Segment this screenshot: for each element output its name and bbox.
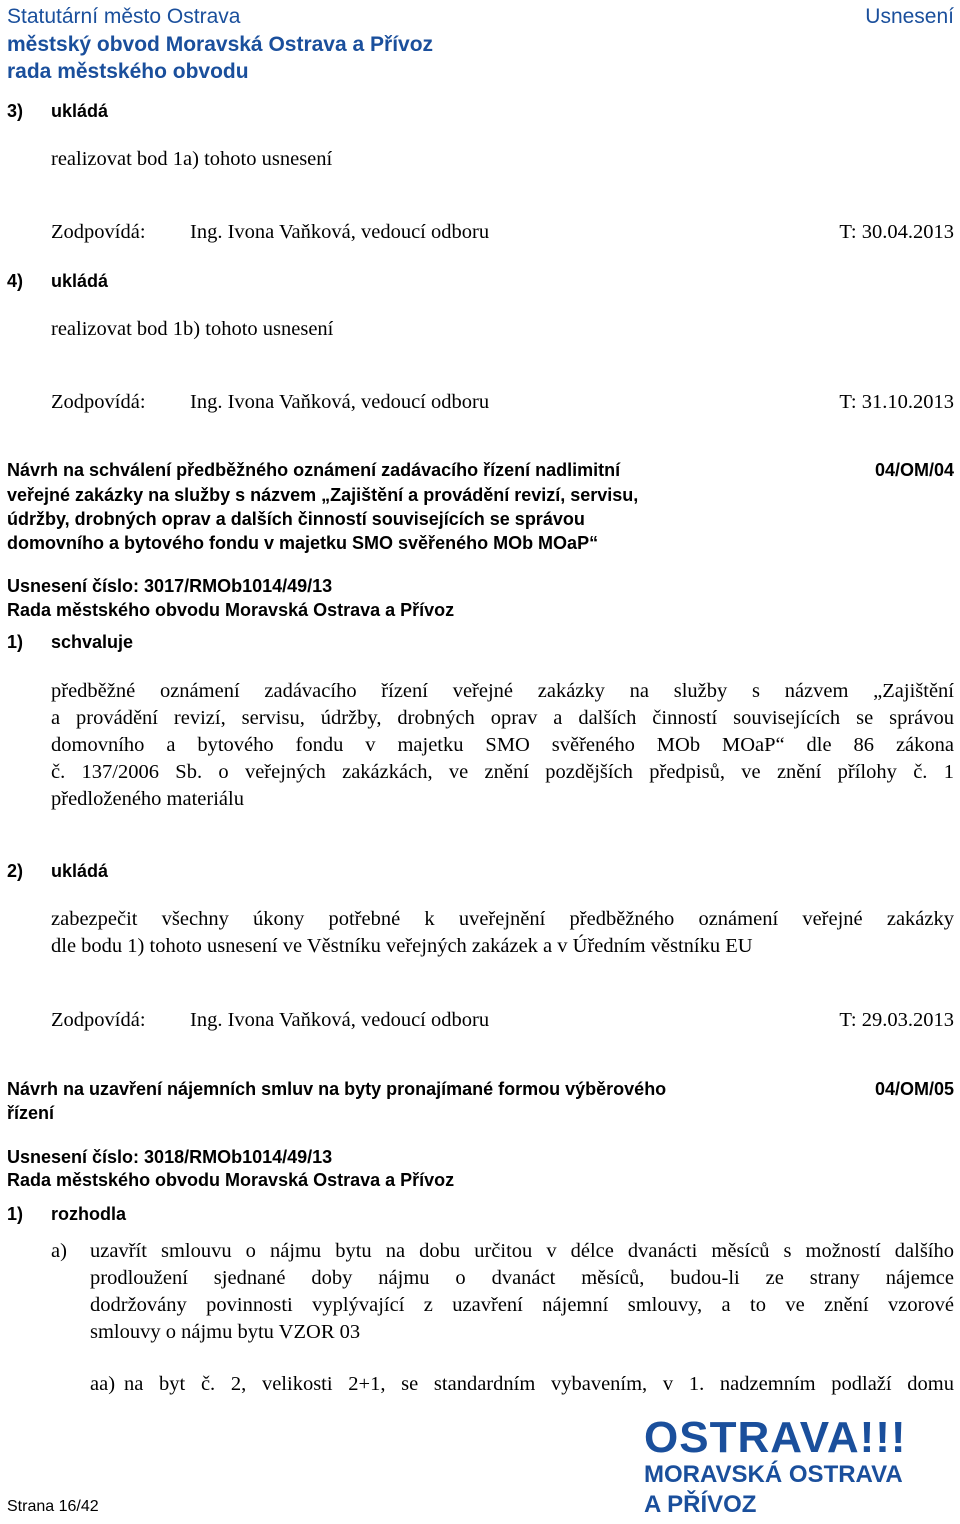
- item3-term: T: 30.04.2013: [839, 221, 954, 243]
- header-district: městský obvod Moravská Ostrava a Přívoz: [7, 33, 434, 56]
- motion2-body: Rada městského obvodu Moravská Ostrava a Přívoz: [7, 1170, 455, 1190]
- item4-resp-name: Ing. Ivona Vaňková, vedoucí odboru: [190, 391, 490, 413]
- motion2-title-line2: řízení: [7, 1103, 55, 1123]
- motion1-title-line1: Návrh na schválení předběžného oznámení zadávacího řízení nadlimitní: [7, 460, 621, 480]
- item4-text: realizovat bod 1b) tohoto usnesení: [51, 318, 334, 340]
- motion2-sub-aa-label: aa): [90, 1373, 116, 1395]
- motion1-item1-line1: předběžné oznámení zadávacího řízení veřejné zakázky na služby s názvem „Zajištění: [51, 680, 954, 702]
- motion1-item2-line1: zabezpečit všechny úkony potřebné k uveřejnění předběžného oznámení veřejné zakázky: [51, 908, 954, 930]
- motion1-item2-line2: dle bodu 1) tohoto usnesení ve Věstníku veřejných zakázek a v Úředním věstníku EU: [51, 935, 753, 957]
- motion2-resolution-number: Usnesení číslo: 3018/RMOb1014/49/13: [7, 1147, 333, 1167]
- motion2-sub-a-line1: uzavřít smlouvu o nájmu bytu na dobu určitou v délce dvanácti měsíců s možností dalšího: [90, 1240, 954, 1262]
- motion1-item2-resp-name: Ing. Ivona Vaňková, vedoucí odboru: [190, 1009, 490, 1031]
- motion2-code: 04/OM/05: [874, 1079, 954, 1099]
- motion1-item2-term: T: 29.03.2013: [839, 1009, 954, 1031]
- motion1-title-line4: domovního a bytového fondu v majetku SMO svěřeného MOb MOaP“: [7, 533, 599, 553]
- motion1-item2-number: 2): [7, 861, 24, 881]
- header-city: Statutární město Ostrava: [7, 5, 241, 28]
- motion1-resolution-number: Usnesení číslo: 3017/RMOb1014/49/13: [7, 576, 333, 596]
- motion1-item1-verb: schvaluje: [51, 632, 134, 652]
- motion1-item2-resp-label: Zodpovídá:: [51, 1009, 146, 1031]
- motion1-item1-line4: č. 137/2006 Sb. o veřejných zakázkách, ve znění pozdějších předpisů, ve znění přílohy č. 1: [51, 761, 954, 783]
- motion1-item1-line2: a provádění revizí, servisu, údržby, drobných oprav a dalších činností souvisejících se správou: [51, 707, 954, 729]
- item3-resp-name: Ing. Ivona Vaňková, vedoucí odboru: [190, 221, 490, 243]
- motion1-item1-number: 1): [7, 632, 24, 652]
- logo-line1: OSTRAVA!!!: [644, 1413, 907, 1462]
- header-council: rada městského obvodu: [7, 60, 249, 83]
- page-number: Strana 16/42: [7, 1498, 99, 1515]
- motion2-sub-a-label: a): [51, 1240, 67, 1262]
- ostrava-logo-graphic: [640, 1412, 956, 1519]
- item4-verb: ukládá: [51, 271, 109, 291]
- motion1-title-line3: údržby, drobných oprav a dalších činností souvisejících se správou: [7, 509, 585, 529]
- motion2-item1-number: 1): [7, 1204, 24, 1224]
- item3-text: realizovat bod 1a) tohoto usnesení: [51, 148, 333, 170]
- motion2-sub-a-line3: dodržovány povinnosti vyplývající z uzavření nájemní smlouvy, a to ve znění vzorové: [90, 1294, 954, 1316]
- item3-verb: ukládá: [51, 101, 109, 121]
- motion1-item1-line3: domovního a bytového fondu v majetku SMO svěřeného MOb MOaP“ dle 86 zákona: [51, 734, 954, 756]
- motion2-sub-aa-text: na byt č. 2, velikosti 2+1, se standardním vybavením, v 1. nadzemním podlaží domu: [124, 1373, 954, 1395]
- motion1-code: 04/OM/04: [874, 460, 954, 480]
- motion1-body: Rada městského obvodu Moravská Ostrava a Přívoz: [7, 600, 455, 620]
- motion2-sub-a-line2: prodloužení sjednané doby nájmu o dvanáct měsíců, budou-li ze strany nájemce: [90, 1267, 954, 1289]
- item4-number: 4): [7, 271, 24, 291]
- motion2-title-line1: Návrh na uzavření nájemních smluv na byty pronajímané formou výběrového: [7, 1079, 667, 1099]
- header-doc-type: Usnesení: [865, 5, 954, 28]
- item3-number: 3): [7, 101, 24, 121]
- motion1-item2-verb: ukládá: [51, 861, 109, 881]
- item3-resp-label: Zodpovídá:: [51, 221, 146, 243]
- motion2-item1-verb: rozhodla: [51, 1204, 126, 1224]
- ostrava-logo: [640, 1412, 956, 1519]
- logo-line3: A PŘÍVOZ: [644, 1491, 757, 1518]
- logo-line2: MORAVSKÁ OSTRAVA: [644, 1461, 903, 1488]
- motion1-item1-line5: předloženého materiálu: [51, 788, 244, 810]
- item4-term: T: 31.10.2013: [839, 391, 954, 413]
- motion2-sub-a-line4: smlouvy o nájmu bytu VZOR 03: [90, 1321, 361, 1343]
- item4-resp-label: Zodpovídá:: [51, 391, 146, 413]
- motion1-title-line2: veřejné zakázky na služby s názvem „Zajištění a provádění revizí, servisu,: [7, 485, 639, 505]
